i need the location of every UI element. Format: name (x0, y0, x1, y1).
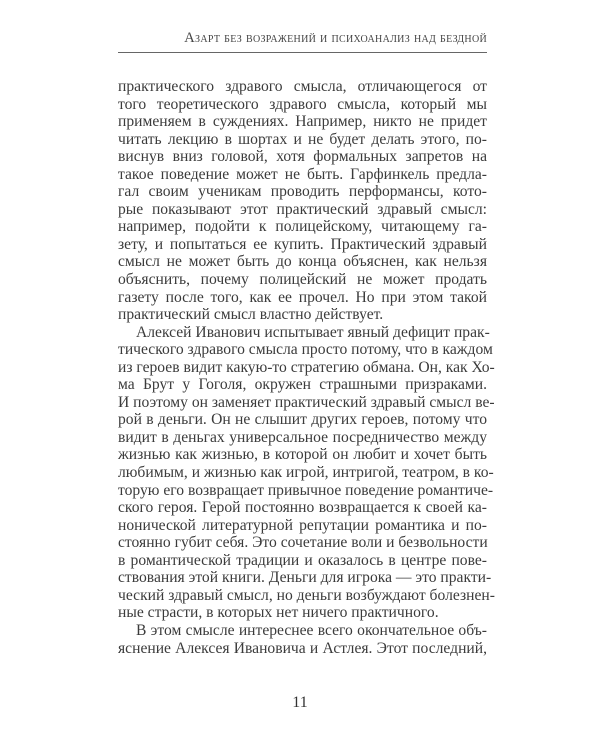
text-line: нонической литературной репутации романтика и по- (118, 516, 487, 534)
text-line: яснение Алексея Ивановича и Астлея. Этот последний, (118, 639, 487, 657)
text-line: зету, и попытаться ее купить. Практический здравый (118, 235, 487, 253)
text-line: стоянно губит себя. Это сочетание воли и безвольности (118, 534, 488, 552)
text-line: виснув вниз головой, хотя формальных запретов на (118, 148, 487, 166)
text-line: смысл не может быть до конца объяснен, как нельзя (118, 253, 487, 271)
text-line: любимым, и жизнью как игрой, интригой, театром, в ко- (118, 464, 494, 482)
text-line: Алексей Иванович испытывает явный дефицит прак- (136, 323, 490, 341)
header-rule (118, 52, 487, 53)
running-head: Азарт без возражений и психоанализ над бездной (184, 30, 487, 46)
text-line: ствования этой книги. Деньги для игрока — это практи- (118, 569, 492, 587)
text-line: ческий здравый смысл, но деньги возбуждают болезнен- (118, 586, 495, 604)
text-line: в романтической традиции и оказалось в центре пове- (118, 551, 487, 569)
text-line: того теоретического здравого смысла, который мы (118, 95, 487, 113)
paragraph (118, 622, 487, 657)
text-line: В этом смысле интереснее всего окончательное объ- (136, 621, 487, 639)
text-line: тического здравого смысла просто потому, что в каждом (118, 341, 493, 359)
text-line: например, подойти к полицейскому, читающему га- (118, 218, 487, 236)
text-line: видит в деньгах универсальное посредничество между (118, 428, 487, 446)
text-line: практический смысл властно действует. (118, 306, 384, 324)
text-line: ского героя. Герой постоянно возвращается к своей ка- (118, 499, 487, 517)
text-line: гал своим ученикам проводить перформансы, кото- (118, 183, 487, 201)
paragraph (118, 78, 487, 324)
text-line: читать лекцию в шортах и не будет делать этого, по- (118, 130, 487, 148)
text-line: такое поведение может не быть. Гарфинкель предла- (118, 165, 487, 183)
text-line: из героев видит какую-то стратегию обмана. Он, как Хо- (118, 358, 495, 376)
body-text (118, 78, 495, 657)
text-line: жизнью как жизнью, в которой он любит и хочет быть (118, 446, 487, 464)
text-line: ные страсти, в которых нет ничего практичного. (118, 604, 439, 622)
text-line: рые показывают этот практический здравый смысл: (118, 200, 487, 218)
page-number: 11 (292, 694, 308, 711)
text-line: И поэтому он заменяет практический здравый смысл ве- (118, 393, 495, 411)
paragraph (118, 323, 495, 622)
text-line: ма Брут у Гоголя, окружен страшными призраками. (118, 376, 487, 394)
text-line: практического здравого смысла, отличающегося от (118, 78, 487, 95)
text-line: объяснить, почему полицейский не может продать (118, 271, 487, 289)
text-line: применяем в суждениях. Например, никто не придет (118, 113, 487, 131)
text-line: торую его возвращает привычное поведение романтиче- (118, 481, 494, 499)
text-line: рой в деньги. Он не слышит других героев, потому что (118, 411, 487, 429)
text-line: газету после того, как ее прочел. Но при этом такой (118, 288, 487, 306)
